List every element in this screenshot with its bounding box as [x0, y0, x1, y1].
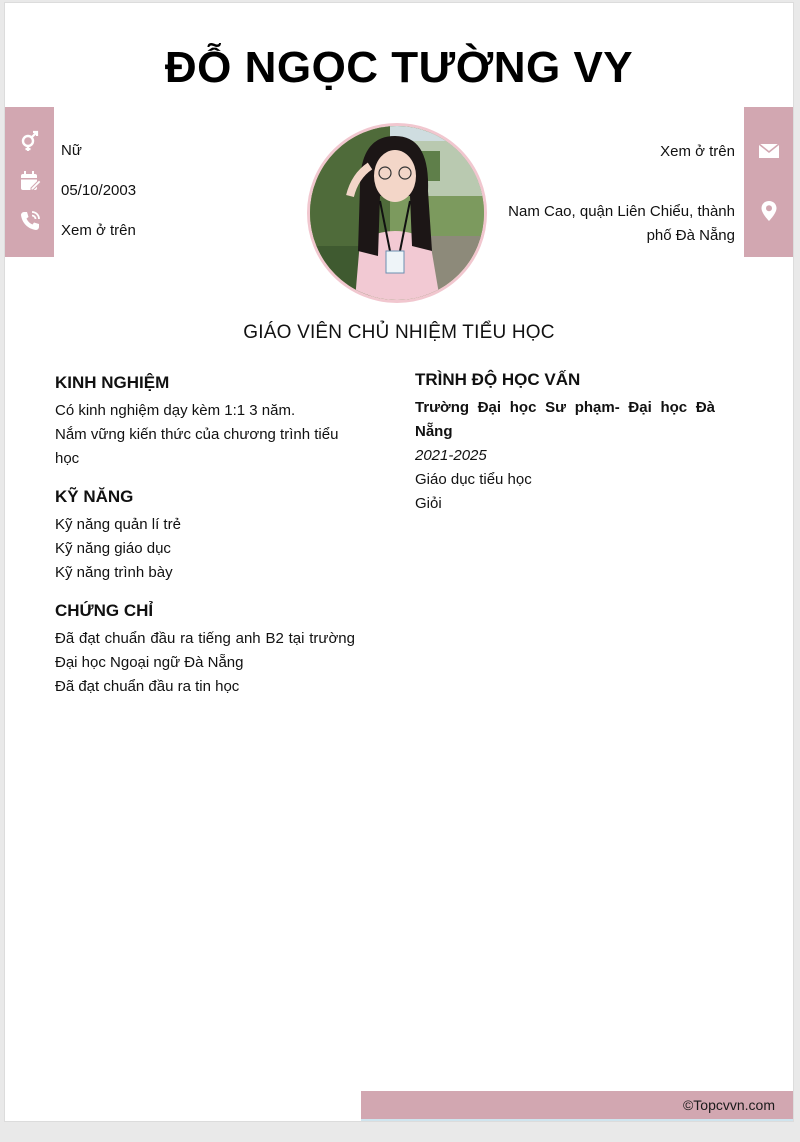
section-title: KINH NGHIỆM: [55, 373, 170, 392]
major: Giáo dục tiểu học: [415, 471, 532, 488]
gender-icon: [18, 129, 42, 153]
address-line-2: phố Đà Nẵng: [646, 227, 735, 244]
list-item: Có kinh nghiệm dạy kèm 1:1 3 năm.: [55, 402, 296, 419]
left-icon-bar: [5, 107, 54, 257]
experience-section: [55, 371, 355, 471]
list-item: Đã đạt chuẩn đầu ra tiếng anh B2 tại trường Đại học Ngoại ngữ Đà Nẵng: [55, 630, 355, 671]
certificates-section: [55, 599, 355, 699]
grade: Giỏi: [415, 495, 442, 512]
list-item: Kỹ năng trình bày: [55, 564, 173, 581]
footer-bar: [361, 1091, 794, 1121]
candidate-name: ĐỖ NGỌC TƯỜNG VY: [164, 43, 634, 92]
birthday-value: 05/10/2003: [61, 182, 137, 199]
phone-icon: [18, 209, 42, 233]
skills-section: [55, 485, 355, 585]
list-item: Đã đạt chuẩn đầu ra tin học: [55, 678, 240, 695]
location-icon: [757, 199, 781, 223]
email-value: Xem ở trên: [660, 143, 735, 160]
left-column: [55, 371, 355, 713]
gender-value: Nữ: [61, 142, 82, 159]
cv-page: [4, 2, 794, 1122]
right-icon-bar: [744, 107, 793, 257]
address-line-1: Nam Cao, quận Liên Chiểu, thành: [508, 203, 735, 220]
school-name: Trường Đại học Sư phạm- Đại học Đà Nẵng: [415, 399, 715, 440]
copyright-text: ©Topcvvn.com: [682, 1097, 775, 1113]
section-title: CHỨNG CHỈ: [55, 601, 154, 620]
section-title: KỸ NĂNG: [55, 487, 134, 506]
contact-left: [61, 131, 136, 251]
calendar-icon: [18, 169, 42, 193]
list-item: Nắm vững kiến thức của chương trình tiểu học: [55, 426, 339, 467]
profile-photo: [307, 123, 487, 303]
job-title: GIÁO VIÊN CHỦ NHIỆM TIỂU HỌC: [243, 322, 555, 343]
list-item: Kỹ năng giáo dục: [55, 540, 171, 557]
email-icon: [757, 139, 781, 163]
phone-value: Xem ở trên: [61, 222, 136, 239]
address-value: [508, 200, 735, 248]
study-period: 2021-2025: [415, 447, 487, 464]
right-column: [415, 368, 715, 530]
section-title: TRÌNH ĐỘ HỌC VẤN: [415, 370, 581, 389]
education-section: [415, 368, 715, 516]
list-item: Kỹ năng quản lí trẻ: [55, 516, 181, 533]
